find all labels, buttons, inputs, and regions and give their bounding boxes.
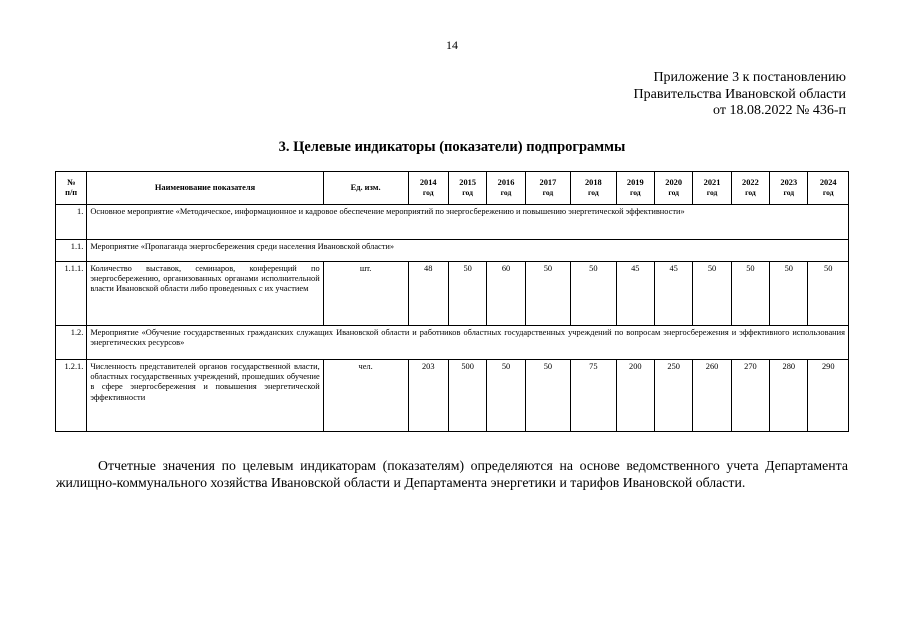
section-text: Основное мероприятие «Методическое, информационное и кадровое обеспечение мероприятий по энергосбережению и повышению энергетической эффективности» (87, 205, 849, 240)
indicator-unit: чел. (323, 360, 408, 432)
value-cell: 45 (654, 262, 692, 326)
value-cell: 50 (571, 262, 616, 326)
value-cell: 50 (731, 262, 769, 326)
year-unit: год (588, 188, 599, 197)
year-unit: год (629, 188, 641, 197)
header-year (808, 172, 849, 205)
table-row (56, 326, 849, 360)
value-cell: 200 (616, 360, 654, 432)
header-year (616, 172, 654, 205)
year-label: 2014 (419, 177, 437, 187)
appendix-header (634, 70, 846, 120)
table-row (56, 240, 849, 262)
table-row (56, 262, 849, 326)
year-unit: год (783, 188, 795, 197)
value-cell: 280 (770, 360, 808, 432)
header-unit: Ед. изм. (323, 172, 408, 205)
row-number: 1.1. (56, 240, 87, 262)
value-cell: 270 (731, 360, 769, 432)
year-unit: год (745, 188, 756, 197)
year-label: 2015 (459, 177, 476, 187)
year-unit: год (706, 188, 718, 197)
year-label: 2016 (497, 177, 515, 187)
header-year (693, 172, 731, 205)
value-cell: 50 (693, 262, 731, 326)
indicators-table (55, 171, 849, 432)
appendix-line-3: от 18.08.2022 № 436-п (713, 103, 846, 118)
year-label: 2022 (742, 177, 759, 187)
row-number: 1.2. (56, 326, 87, 360)
section-title: 3. Целевые индикаторы (показатели) подпрограммы (278, 139, 626, 155)
value-cell: 48 (408, 262, 448, 326)
value-cell: 260 (693, 360, 731, 432)
year-unit: год (822, 188, 834, 197)
value-cell: 50 (808, 262, 849, 326)
indicator-name: Количество выставок, семинаров, конференций по энергосбережению, организованных органами исполнительной власти Ивановской области либо проведенных с их участием (87, 262, 323, 326)
header-row (56, 172, 849, 205)
header-year (408, 172, 448, 205)
row-number: 1.1.1. (56, 262, 87, 326)
year-label: 2021 (703, 177, 721, 187)
year-unit: год (668, 188, 679, 197)
header-year (571, 172, 616, 205)
value-cell: 50 (525, 360, 570, 432)
footer-paragraph: Отчетные значения по целевым индикаторам (показателям) определяются на основе ведомственного учета Департамента жилищно-коммунального хозяйства Ивановской области и Департамента энергетики и тарифов Ивановской области. (56, 458, 848, 490)
value-cell: 45 (616, 262, 654, 326)
row-number: 1.2.1. (56, 360, 87, 432)
value-cell: 290 (808, 360, 849, 432)
indicator-name: Численность представителей органов государственной власти, областных государственных учреждений, прошедших обучение в сфере энергосбережения и повышения энергетической эффективности (87, 360, 323, 432)
value-cell: 500 (448, 360, 486, 432)
value-cell: 60 (487, 262, 525, 326)
table-row (56, 360, 849, 432)
year-label: 2018 (584, 177, 602, 187)
value-cell: 50 (487, 360, 525, 432)
header-year (654, 172, 692, 205)
year-label: 2020 (665, 177, 683, 187)
year-label: 2023 (780, 177, 798, 187)
value-cell: 50 (448, 262, 486, 326)
year-unit: год (500, 188, 512, 197)
header-year (448, 172, 486, 205)
appendix-line-1: Приложение 3 к постановлению (653, 70, 846, 85)
section-text: Мероприятие «Пропаганда энергосбережения среди населения Ивановской области» (87, 240, 849, 262)
value-cell: 250 (654, 360, 692, 432)
year-label: 2019 (626, 177, 644, 187)
appendix-line-2: Правительства Ивановской области (633, 86, 846, 102)
header-name: Наименование показателя (87, 172, 323, 205)
table-row (56, 205, 849, 240)
page-number: 14 (446, 38, 458, 52)
indicator-unit: шт. (323, 262, 408, 326)
value-cell: 50 (770, 262, 808, 326)
header-num-symbol: № (66, 177, 76, 187)
value-cell: 75 (571, 360, 616, 432)
header-year (487, 172, 525, 205)
header-year (525, 172, 570, 205)
value-cell: 50 (525, 262, 570, 326)
header-num (56, 172, 87, 205)
year-unit: год (422, 188, 434, 197)
value-cell: 203 (408, 360, 448, 432)
header-year (770, 172, 808, 205)
year-unit: год (462, 188, 473, 197)
year-label: 2017 (539, 177, 557, 187)
section-text: Мероприятие «Обучение государственных гражданских служащих Ивановской области и работников областных государственных учреждений по вопросам энергосбережения и эффективного использования энергетических ресурсов» (87, 326, 849, 360)
header-year (731, 172, 769, 205)
row-number: 1. (56, 205, 87, 240)
header-num-pp: п/п (65, 188, 78, 197)
year-label: 2024 (819, 177, 837, 187)
year-unit: год (542, 188, 554, 197)
